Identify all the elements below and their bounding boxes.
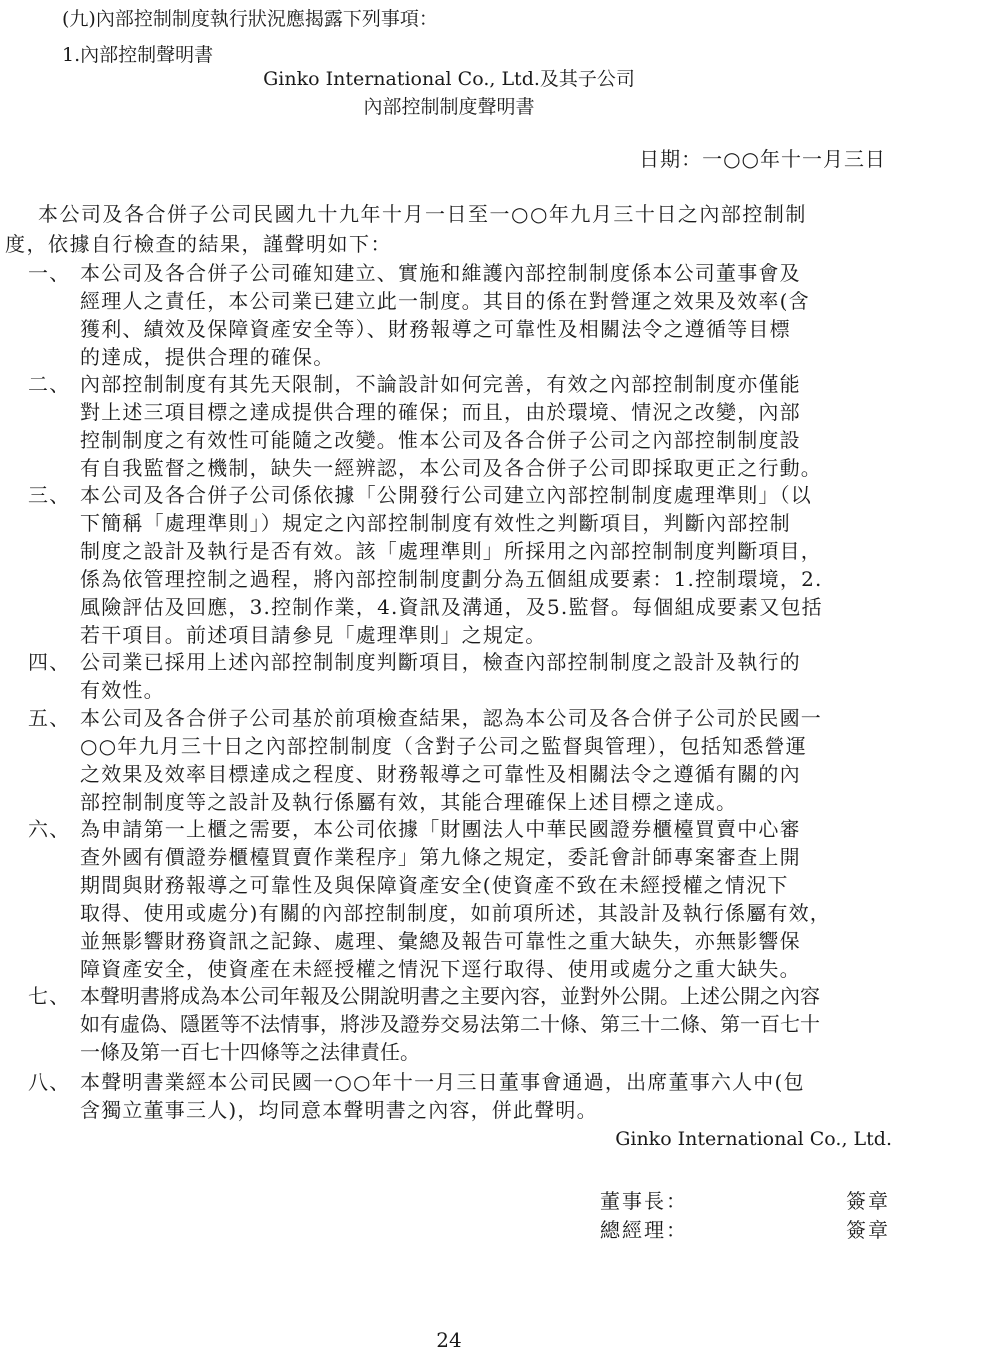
signature-seal: 簽章 [846,1189,890,1213]
item-number: 四、 [28,650,71,674]
signature-seal: 簽章 [846,1218,890,1242]
item-line: 獲利、績效及保障資產安全等）、財務報導之可靠性及相關法令之遵循等目標 [80,317,791,341]
item-number: 二、 [28,372,71,396]
item-line: 公司業已採用上述內部控制制度判斷項目，檢查內部控制制度之設計及執行的 [80,650,801,674]
item-number: 六、 [28,817,71,841]
item-line: 本聲明書將成為本公司年報及公開說明書之主要內容，並對外公開。上述公開之內容 [80,984,820,1008]
item-line: 查外國有價證券櫃檯買賣作業程序」第九條之規定，委託會計師專案審查上開 [80,845,801,869]
signature-row-chairman [600,1185,890,1213]
item-line: 下簡稱「處理準則」）規定之內部控制制度有效性之判斷項目，判斷內部控制 [80,511,791,535]
item-line: 一條及第一百七十四條等之法律責任。 [80,1040,420,1064]
item-line: 制度之設計及執行是否有效。該「處理準則」所採用之內部控制制度判斷項目， [80,539,822,563]
item-line: ○○年九月三十日之內部控制制度（含對子公司之監督與管理），包括知悉營運 [80,734,807,758]
item-line: 取得、使用或處分)有關的內部控制制度，如前項所述，其設計及執行係屬有效， [80,901,832,925]
item-line: 本公司及各合併子公司基於前項檢查結果，認為本公司及各合併子公司於民國一 [80,706,822,730]
item-number: 三、 [28,483,71,507]
item-line: 經理人之責任，本公司業已建立此一制度。其目的係在對營運之效果及效率(含 [80,289,810,313]
item-line: 有效性。 [80,678,165,702]
item-line: 控制制度之有效性可能隨之改變。惟本公司及各合併子公司之內部控制制度設 [80,428,801,452]
item-number: 七、 [28,984,71,1008]
section-heading: (九)內部控制制度執行狀況應揭露下列事項： [62,8,438,30]
item-line: 的達成，提供合理的確保。 [80,345,335,369]
item-line: 之效果及效率目標達成之程度、財務報導之可靠性及相關法令之遵循有關的內 [80,762,801,786]
sub-heading: 1.內部控制聲明書 [62,44,214,66]
item-line: 並無影響財務資訊之記錄、處理、彙總及報告可靠性之重大缺失，亦無影響保 [80,929,801,953]
item-line: 本公司及各合併子公司確知建立、實施和維護內部控制制度係本公司董事會及 [80,261,801,285]
item-line: 障資產安全，使資產在未經授權之情況下逕行取得、使用或處分之重大缺失。 [80,957,801,981]
signature-row-general-manager [600,1214,890,1242]
item-line: 內部控制制度有其先天限制，不論設計如何完善，有效之內部控制制度亦僅能 [80,372,801,396]
item-line: 係為依管理控制之過程，將內部控制制度劃分為五個組成要素：1.控制環境，2. [80,567,823,591]
item-line: 本公司及各合併子公司係依據「公開發行公司建立內部控制制度處理準則」（以 [80,483,812,507]
document-title: 內部控制制度聲明書 [363,96,535,118]
item-line: 有自我監督之機制，缺失一經辨認，本公司及各合併子公司即採取更正之行動。 [80,456,822,480]
item-line: 風險評估及回應，3.控制作業，4.資訊及溝通，及5.監督。每個組成要素又包括 [80,595,823,619]
item-number: 五、 [28,706,71,730]
signature-role: 董事長： [600,1189,688,1213]
document-date: 日期：一○○年十一月三日 [639,147,886,171]
page-number: 24 [436,1328,462,1352]
item-line: 部控制制度等之設計及執行係屬有效，其能合理確保上述目標之達成。 [80,790,738,814]
item-number: 八、 [28,1070,71,1094]
item-line: 對上述三項目標之達成提供合理的確保；而且，由於環境、情況之改變，內部 [80,400,801,424]
item-line: 如有虛偽、隱匿等不法情事，將涉及證券交易法第二十條、第三十二條、第一百七十 [80,1012,820,1036]
signature-role: 總經理： [600,1218,688,1242]
item-line: 若干項目。前述項目請參見「處理準則」之規定。 [80,623,547,647]
item-line: 期間與財務報導之可靠性及與保障資產安全(使資產不致在未經授權之情況下 [80,873,789,897]
item-line: 本聲明書業經本公司民國一○○年十一月三日董事會通過，出席董事六人中(包 [80,1070,805,1094]
intro-line: 度，依據自行檢查的結果，謹聲明如下： [5,232,392,256]
item-number: 一、 [28,261,71,285]
item-line: 為申請第一上櫃之需要，本公司依據「財團法人中華民國證券櫃檯買賣中心審 [80,817,801,841]
item-line: 含獨立董事三人)，均同意本聲明書之內容，併此聲明。 [80,1098,598,1122]
document-company: Ginko International Co., Ltd.及其子公司 [263,68,635,90]
signer-company: Ginko International Co., Ltd. [615,1128,892,1150]
intro-line: 本公司及各合併子公司民國九十九年十月一日至一○○年九月三十日之內部控制制 [38,202,807,226]
